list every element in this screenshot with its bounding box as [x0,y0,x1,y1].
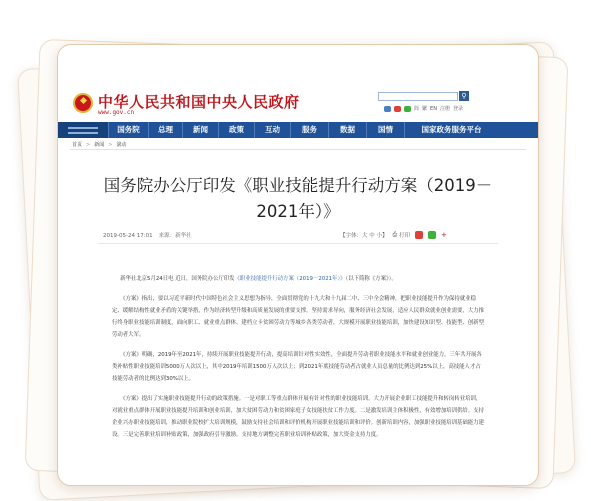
search-input[interactable] [378,92,458,101]
nav-item-news[interactable]: 新闻 [182,122,218,138]
wechat-icon[interactable] [404,106,411,112]
nav-item-national-info[interactable]: 国情 [366,122,404,138]
article-paragraph: 《方案》提出了实施职业技能提升行动的政策措施。一是对职工等重点群体开展有针对性的职业技能培训。大力开展企业职工技能提升和转岗转业培训，对就业重点群体开展职业技能提升培训和创业培训，加大贫困劳动力和贫困家庭子女技能扶贫工作力度。二是激发培训主体积极性，有效增加培训供给。支持企业兴办职业技能培训，推动职业院校扩大培训规模，鼓励支持社会培训和评价机构开展职业技能培训和评价。创新培训内容，加强职业技能培训基础能力建设。三是完善职业培训补贴政策，加强政府引导激励。支持地方调整完善职业培训补贴政策，加大资金支持力度。 [112,396,484,438]
tool-register[interactable]: 注册 [439,106,450,112]
source-label: 来源： [158,233,176,239]
article-body [112,273,484,449]
breadcrumb: 首页 > 新闻 > 滚动 [72,142,127,148]
meta-divider [98,243,498,244]
print-icon[interactable]: ⎙ [392,231,397,238]
print-button[interactable]: 打印 [398,233,410,239]
divider [70,149,526,150]
breadcrumb-scroll[interactable]: 滚动 [116,142,127,148]
tool-login[interactable]: 登录 [452,106,463,112]
breadcrumb-home[interactable]: 首页 [72,142,83,148]
article-paragraph: 《方案》指出，要以习近平新时代中国特色社会主义思想为指导，全面贯彻党的十九大和十九届二中、三中全会精神，把职业技能提升作为保持就业稳定、缓解结构性就业矛盾的关键举措，作为经济转型升级和高质量发展的重要支撑。坚持需求导向，服务经济社会发展，适应人民群众就业创业需要，大力推行终身职业技能培训制度，面向职工、就业重点群体、建档立卡贫困劳动力等城乡各类劳动者，大规模开展职业技能培训，加快建设知识型、技能型、创新型劳动者大军。 [112,296,484,338]
nav-item-service[interactable]: 服务 [290,122,328,138]
breadcrumb-news[interactable]: 新闻 [94,142,105,148]
font-size-small[interactable]: 小 [376,233,383,239]
nav-item-premier[interactable]: 总理 [148,122,182,138]
article-paragraph [112,273,484,285]
share-wechat-icon[interactable] [428,231,436,239]
site-url: www.gov.cn [98,109,135,116]
paragraph-lead: 新华社北京5月24日电 近日，国务院办公厅印发 [120,276,235,282]
share-weibo-icon[interactable] [415,231,423,239]
mail-icon[interactable] [384,106,391,112]
nav-item-interaction[interactable]: 互动 [254,122,290,138]
webpage-card [57,44,539,486]
nav-item-service-platform[interactable]: 国家政务服务平台 [404,122,498,138]
tool-english[interactable]: EN [430,105,437,112]
nav-item-policy[interactable]: 政策 [218,122,254,138]
policy-link[interactable]: 《职业技能提升行动方案（2019－2021年）》 [234,276,346,282]
article-tools [340,231,447,239]
font-size-label: 【字体： [340,233,363,239]
share-more-button[interactable]: + [441,231,447,239]
nav-home-icon[interactable] [58,122,108,138]
weibo-icon[interactable] [394,106,401,112]
font-size-medium[interactable]: 中 [369,233,375,239]
article-meta [103,231,198,239]
article-title: 国务院办公厅印发《职业技能提升行动方案（2019－2021年）》 [103,176,493,221]
publish-date: 2019-05-24 17:01 [103,233,153,239]
source-name: 新华社 [175,233,192,239]
tool-traditional[interactable]: 繁 [422,106,428,112]
article-paragraph: 《方案》明确，2019年至2021年，持续开展职业技能提升行动，提高培训针对性实效性，全面提升劳动者职业技能水平和就业创业能力。三年共开展各类补贴性职业技能培训5000万人次以上，其中2019年培训1500万人次以上；到2021年底技能劳动者占就业人员总量的比例达到25%以上，高技能人才占技能劳动者的比例达到30%以上。 [112,352,482,382]
top-tools [384,105,463,112]
site-title[interactable]: 中华人民共和国中央人民政府 [98,93,300,111]
national-emblem-icon [73,93,93,113]
nav-item-data[interactable]: 数据 [328,122,366,138]
search-icon[interactable]: ⚲ [459,91,469,101]
paragraph-tail: （以下简称《方案》）。 [345,276,397,282]
main-nav [58,122,538,138]
tool-simplified[interactable]: 简 [414,106,420,112]
site-header [58,45,538,117]
font-size-large[interactable]: 大 [362,233,368,239]
font-size-bracket: 】 [382,233,388,239]
nav-item-state-council[interactable]: 国务院 [108,122,148,138]
